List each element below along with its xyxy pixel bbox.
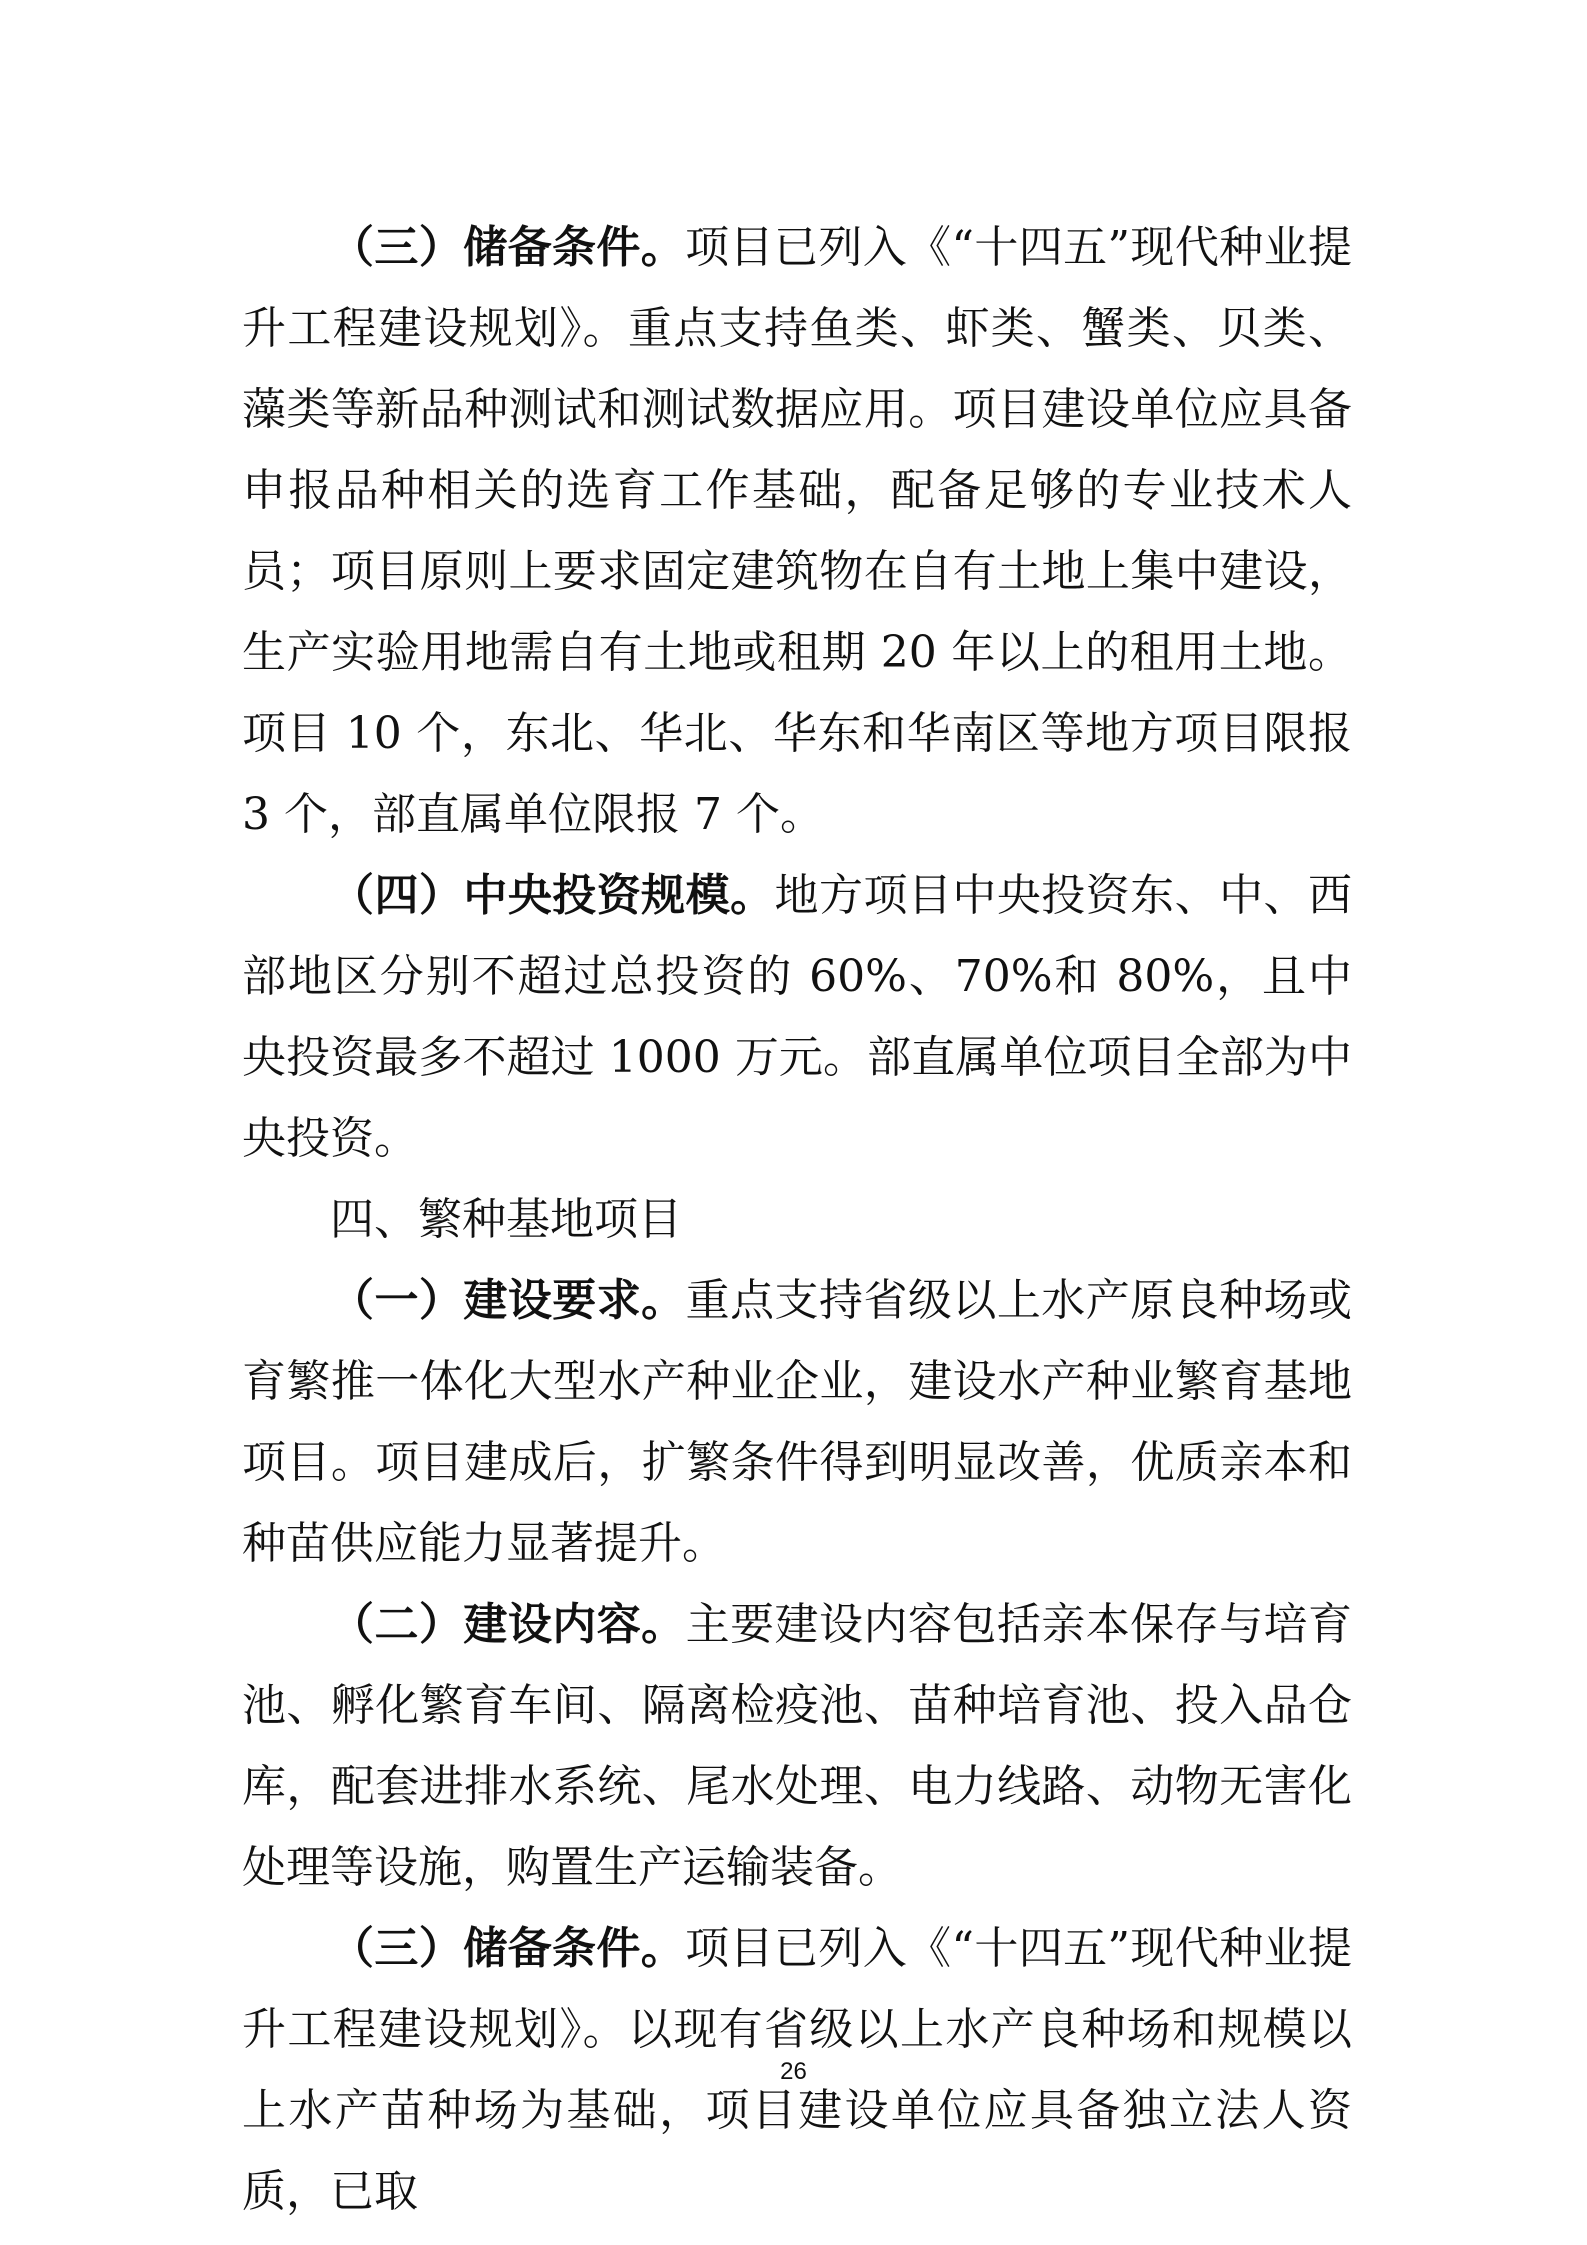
paragraph-central-investment-scale bbox=[242, 855, 1352, 1179]
paragraph-text: 主要建设内容包括亲本保存与培育池、孵化繁育车间、隔离检疫池、苗种培育池、投入品仓库，配套进排水系统、尾水处理、电力线路、动物无害化处理等设施，购置生产运输装备。 bbox=[242, 1599, 1353, 1893]
paragraph-construction-content bbox=[242, 1584, 1352, 1908]
document-body bbox=[242, 207, 1352, 2232]
paragraph-lead: （三）储备条件。 bbox=[330, 222, 686, 273]
paragraph-lead: （三）储备条件。 bbox=[330, 1923, 686, 1974]
paragraph-lead: （四）中央投资规模。 bbox=[330, 870, 775, 921]
paragraph-text: 地方项目中央投资东、中、西部地区分别不超过总投资的 60%、70%和 80%，且中央投资最多不超过 1000 万元。部直属单位项目全部为中央投资。 bbox=[242, 870, 1353, 1164]
paragraph-reserve-conditions bbox=[242, 207, 1352, 855]
paragraph-lead: （二）建设内容。 bbox=[330, 1599, 686, 1650]
section-heading: 四、繁种基地项目 bbox=[330, 1194, 682, 1245]
page-number: 26 bbox=[780, 2058, 807, 2085]
paragraph-text: 项目已列入《“十四五”现代种业提升工程建设规划》。重点支持鱼类、虾类、蟹类、贝类、藻类等新品种测试和测试数据应用。项目建设单位应具备申报品种相关的选育工作基础，配备足够的专业技术人员；项目原则上要求固定建筑物在自有土地上集中建设，生产实验用地需自有土地或租期 20 年以上的租用土地。项目 10 个，东北、华北、华东和华南区等地方项目限报 3 个，部直属单位限报 7 个。 bbox=[242, 222, 1352, 840]
paragraph-lead: （一）建设要求。 bbox=[330, 1275, 686, 1326]
paragraph-construction-requirements bbox=[242, 1260, 1352, 1584]
paragraph-text: 重点支持省级以上水产原良种场或育繁推一体化大型水产种业企业，建设水产种业繁育基地项目。项目建成后，扩繁条件得到明显改善，优质亲本和种苗供应能力显著提升。 bbox=[242, 1275, 1353, 1569]
paragraph-text: 项目已列入《“十四五”现代种业提升工程建设规划》。以现有省级以上水产良种场和规模以上水产苗种场为基础，项目建设单位应具备独立法人资质，已取 bbox=[242, 1923, 1352, 2217]
